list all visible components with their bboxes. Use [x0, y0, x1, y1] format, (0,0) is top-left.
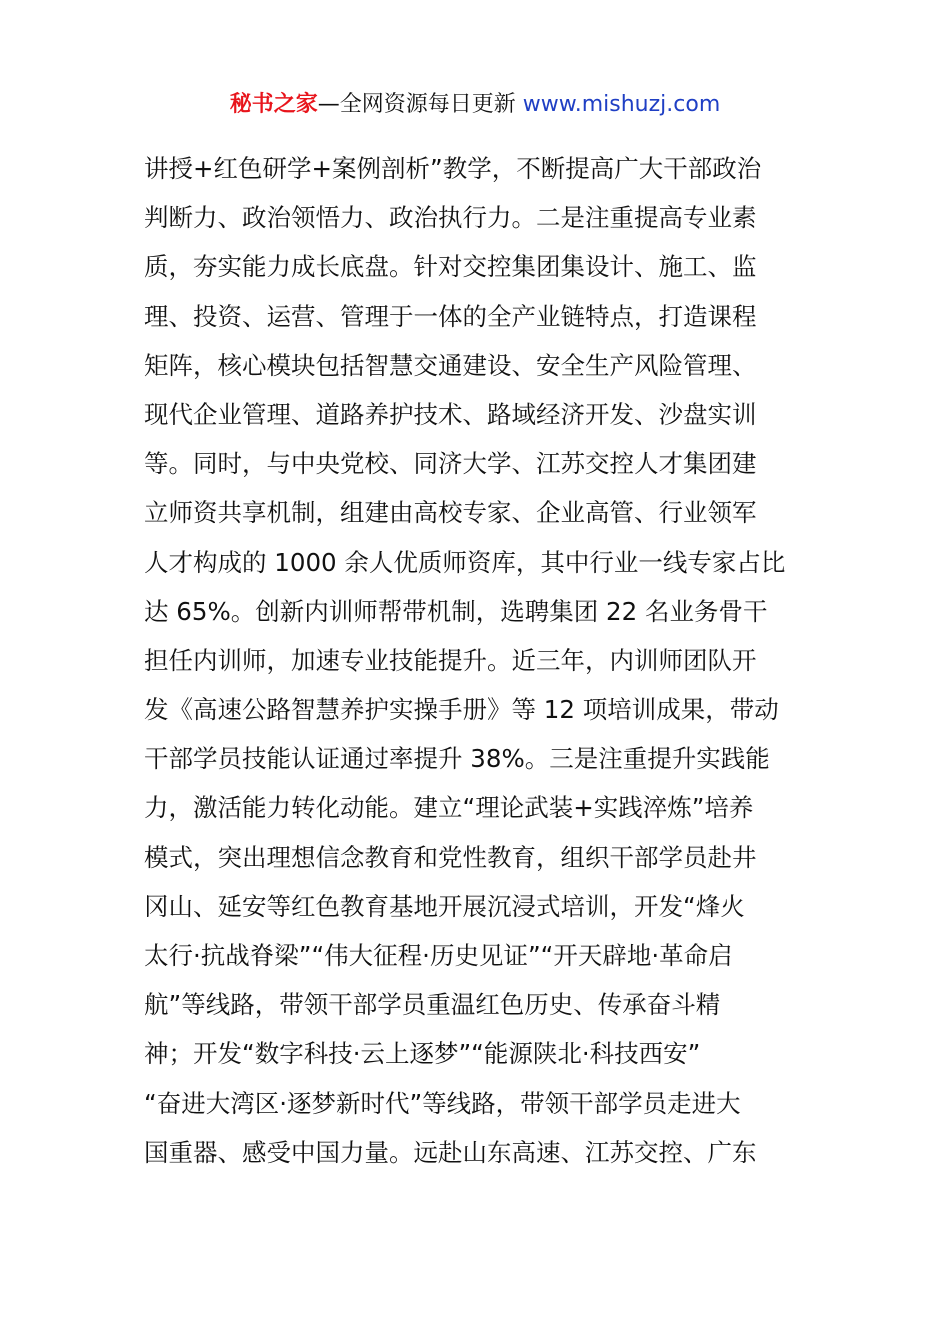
- brand-name: 秘书之家: [229, 92, 318, 117]
- text-line: 矩阵，核心模块包括智慧交通建设、安全生产风险管理、: [144, 350, 757, 380]
- text-line: 讲授+红色研学+案例剖析”教学，不断提高广大干部政治: [144, 154, 762, 183]
- text-line: 太行·抗战脊梁”“伟大征程·历史见证”“开天辟地·革命启: [144, 941, 733, 970]
- text-line: “奋进大湾区·逐梦新时代”等线路，带领干部学员走进大: [144, 1088, 741, 1118]
- text-line: 质，夯实能力成长底盘。针对交控集团集设计、施工、监: [144, 252, 757, 282]
- page-header: [0, 86, 950, 124]
- text-line: 现代企业管理、道路养护技术、路域经济开发、沙盘实训: [144, 399, 757, 429]
- text-line: 人才构成的 1000 余人优质师资库，其中行业一线专家占比: [144, 547, 786, 577]
- header-tagline: —全网资源每日更新: [317, 92, 523, 117]
- text-line: 达 65%。创新内训师帮带机制，选聘集团 22 名业务骨干: [144, 596, 768, 626]
- text-line: 等。同时，与中央党校、同济大学、江苏交控人才集团建: [144, 449, 757, 479]
- text-line: 国重器、感受中国力量。远赴山东高速、江苏交控、广东: [144, 1137, 757, 1167]
- text-line: 力，激活能力转化动能。建立“理论武装+实践淬炼”培养: [144, 793, 754, 823]
- text-line: 航”等线路，带领干部学员重温红色历史、传承奋斗精: [144, 990, 721, 1020]
- site-url-link[interactable]: www.mishuzj.com: [522, 92, 721, 117]
- text-line: 模式，突出理想信念教育和党性教育，组织干部学员赴井: [144, 842, 757, 872]
- text-line: 干部学员技能认证通过率提升 38%。三是注重提升实践能: [144, 744, 770, 774]
- text-line: 立师资共享机制，组建由高校专家、企业高管、行业领军: [144, 498, 757, 528]
- text-line: 发《高速公路智慧养护实操手册》等 12 项培训成果，带动: [144, 695, 779, 725]
- text-line: 理、投资、运营、管理于一体的全产业链特点，打造课程: [144, 301, 757, 331]
- text-line: 判断力、政治领悟力、政治执行力。二是注重提高专业素: [144, 203, 757, 233]
- body-text: [144, 144, 814, 1177]
- text-line: 冈山、延安等红色教育基地开展沉浸式培训，开发“烽火: [144, 891, 745, 921]
- text-line: 担任内训师，加速专业技能提升。近三年，内训师团队开: [144, 645, 757, 675]
- text-line: 神；开发“数字科技·云上逐梦”“能源陕北·科技西安”: [144, 1039, 701, 1069]
